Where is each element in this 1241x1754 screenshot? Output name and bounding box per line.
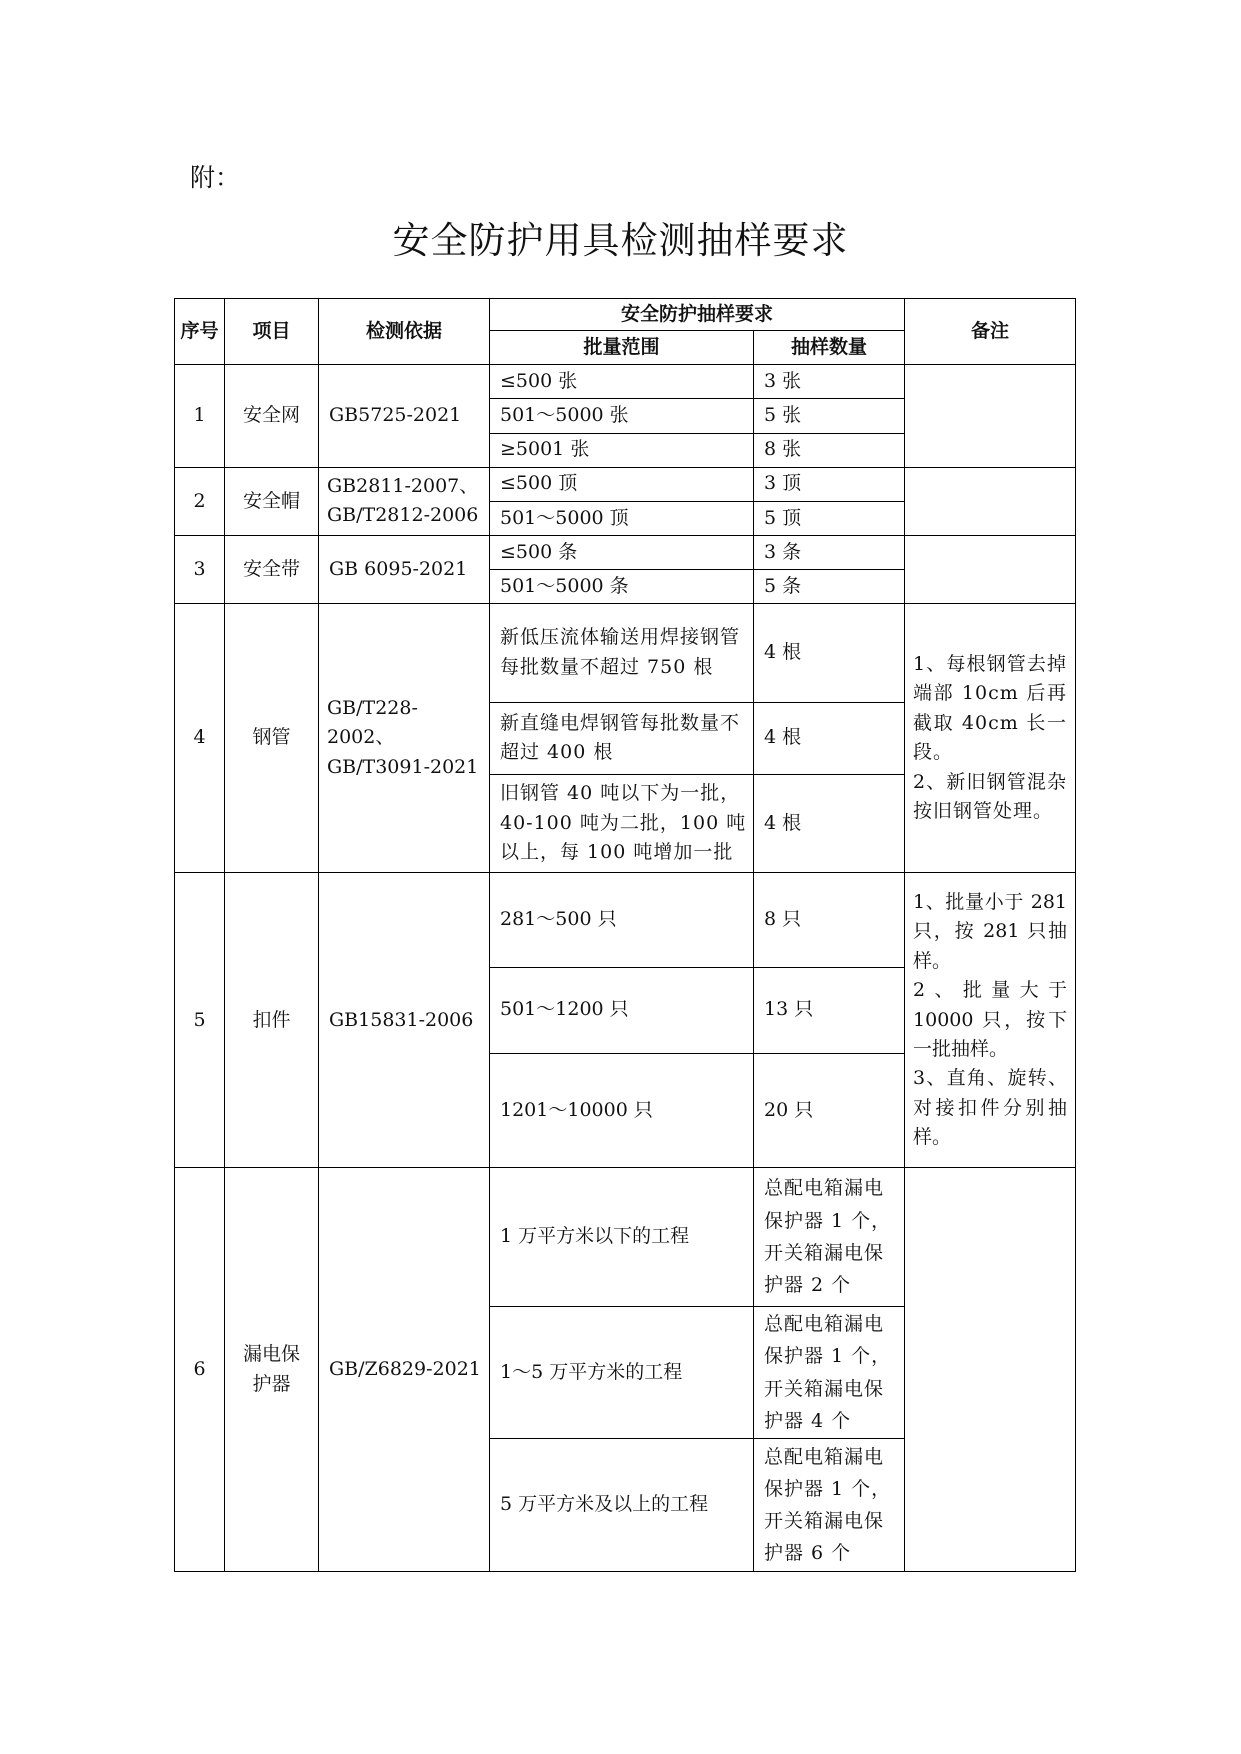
row-remark	[905, 535, 1076, 603]
table-row	[175, 604, 1076, 702]
row-batch: 1 万平方米以下的工程	[490, 1168, 754, 1307]
row-qty: 8 只	[754, 873, 905, 967]
row-batch: 501～1200 只	[490, 967, 754, 1053]
row-seq: 5	[175, 873, 225, 1168]
row-qty: 5 顶	[754, 501, 905, 535]
row-batch: ≤500 张	[490, 365, 754, 399]
row-seq: 6	[175, 1168, 225, 1572]
row-seq: 1	[175, 365, 225, 467]
row-qty: 4 根	[754, 702, 905, 774]
row-batch: 1201～10000 只	[490, 1053, 754, 1167]
row-item: 安全帽	[225, 467, 319, 535]
row-remark	[905, 1168, 1076, 1572]
row-qty: 总配电箱漏电保护器 1 个，开关箱漏电保护器 6 个	[754, 1439, 905, 1572]
row-qty: 总配电箱漏电保护器 1 个，开关箱漏电保护器 2 个	[754, 1168, 905, 1307]
row-batch: 501～5000 顶	[490, 501, 754, 535]
row-qty: 总配电箱漏电保护器 1 个，开关箱漏电保护器 4 个	[754, 1306, 905, 1439]
row-batch: 新低压流体输送用焊接钢管每批数量不超过 750 根	[490, 604, 754, 702]
row-basis: GB/Z6829-2021	[319, 1168, 490, 1572]
header-sample-qty: 抽样数量	[754, 331, 905, 365]
table-row	[175, 535, 1076, 569]
row-seq: 4	[175, 604, 225, 873]
document-title: 安全防护用具检测抽样要求	[392, 219, 849, 262]
row-batch: 5 万平方米及以上的工程	[490, 1439, 754, 1572]
row-batch: 501～5000 条	[490, 570, 754, 604]
row-batch: ≤500 顶	[490, 467, 754, 501]
row-qty: 8 张	[754, 433, 905, 467]
table-row	[175, 1168, 1076, 1307]
row-seq: 2	[175, 467, 225, 535]
header-remark: 备注	[905, 299, 1076, 365]
row-basis: GB15831-2006	[319, 873, 490, 1168]
header-item: 项目	[225, 299, 319, 365]
table-row	[175, 873, 1076, 967]
row-batch: ≤500 条	[490, 535, 754, 569]
row-qty: 20 只	[754, 1053, 905, 1167]
row-batch: 281～500 只	[490, 873, 754, 967]
row-item: 漏电保护器	[225, 1168, 319, 1572]
row-qty: 13 只	[754, 967, 905, 1053]
table-header-row	[175, 299, 1076, 331]
row-item: 扣件	[225, 873, 319, 1168]
row-batch: ≥5001 张	[490, 433, 754, 467]
row-seq: 3	[175, 535, 225, 603]
row-qty: 5 张	[754, 399, 905, 433]
row-batch: 旧钢管 40 吨以下为一批，40-100 吨为二批，100 吨以上，每 100 吨增加一批	[490, 774, 754, 872]
table-row	[175, 467, 1076, 501]
row-qty: 4 根	[754, 774, 905, 872]
row-basis: GB 6095-2021	[319, 535, 490, 603]
header-seq: 序号	[175, 299, 225, 365]
row-remark	[905, 467, 1076, 535]
row-basis: GB5725-2021	[319, 365, 490, 467]
row-basis: GB/T228-2002、GB/T3091-2021	[319, 604, 490, 873]
header-batch-range: 批量范围	[490, 331, 754, 365]
row-basis: GB2811-2007、GB/T2812-2006	[319, 467, 490, 535]
row-item: 安全带	[225, 535, 319, 603]
sampling-table	[174, 298, 1076, 1572]
header-basis: 检测依据	[319, 299, 490, 365]
row-batch: 1～5 万平方米的工程	[490, 1306, 754, 1439]
table-row	[175, 365, 1076, 399]
row-remark: 1、每根钢管去掉端部 10cm 后再截取 40cm 长一段。 2、新旧钢管混杂按旧钢管处理。	[905, 604, 1076, 873]
row-remark: 1、批量小于 281 只，按 281 只抽样。 2、批量大于 10000 只，按下一批抽样。 3、直角、旋转、对接扣件分别抽样。	[905, 873, 1076, 1168]
row-qty: 3 条	[754, 535, 905, 569]
header-requirement-group: 安全防护抽样要求	[490, 299, 905, 331]
row-qty: 3 张	[754, 365, 905, 399]
row-qty: 5 条	[754, 570, 905, 604]
row-qty: 3 顶	[754, 467, 905, 501]
attachment-label: 附：	[190, 163, 241, 192]
row-batch: 新直缝电焊钢管每批数量不超过 400 根	[490, 702, 754, 774]
row-batch: 501～5000 张	[490, 399, 754, 433]
row-item: 钢管	[225, 604, 319, 873]
row-remark	[905, 365, 1076, 467]
row-qty: 4 根	[754, 604, 905, 702]
row-item: 安全网	[225, 365, 319, 467]
